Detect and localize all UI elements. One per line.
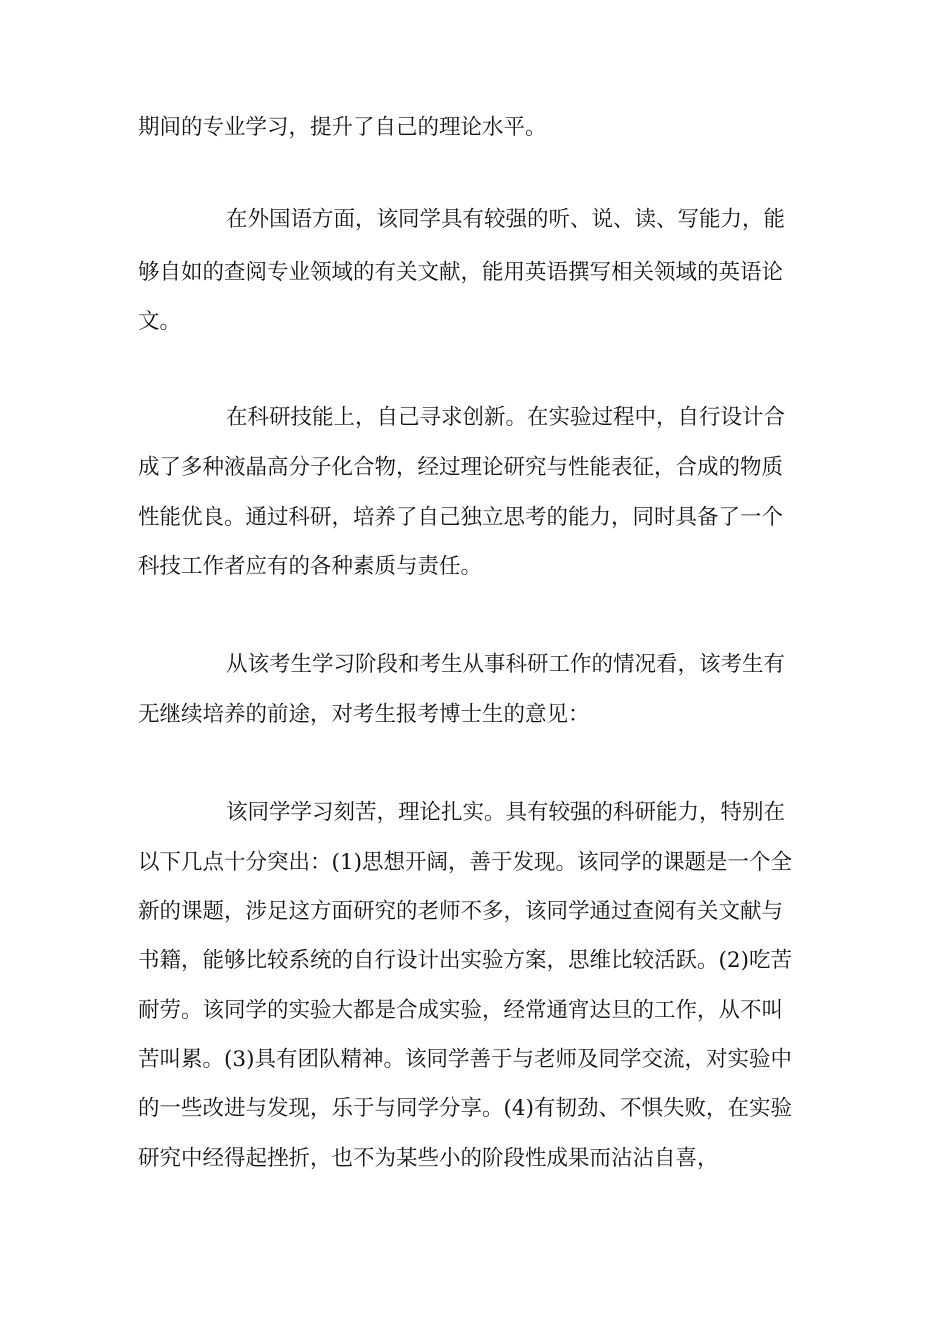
text-line: 成了多种液晶高分子化合物，经过理论研究与性能表征，合成的物质 xyxy=(138,455,784,480)
text-line: 够自如的查阅专业领域的有关文献，能用英语撰写相关领域的英语论 xyxy=(138,260,784,285)
paragraph-start-line: 该同学学习刻苦，理论扎实。具有较强的科研能力，特别在 xyxy=(226,800,786,825)
paragraph-start-line: 从该考生学习阶段和考生从事科研工作的情况看，该考生有 xyxy=(226,652,786,677)
paragraph-start-line: 在外国语方面，该同学具有较强的听、说、读、写能力，能 xyxy=(226,207,786,232)
text-line: 研究中经得起挫折，也不为某些小的阶段性成果而沾沾自喜， xyxy=(138,1146,719,1171)
text-line: 耐劳。该同学的实验大都是合成实验，经常通宵达旦的工作，从不叫 xyxy=(138,998,784,1023)
text-line: 书籍，能够比较系统的自行设计出实验方案，思维比较活跃。(2)吃苦 xyxy=(138,948,792,973)
text-line: 期间的专业学习，提升了自己的理论水平。 xyxy=(138,115,547,140)
text-line: 以下几点十分突出：(1)思想开阔，善于发现。该同学的课题是一个全 xyxy=(138,850,792,875)
text-line: 无继续培养的前途，对考生报考博士生的意见： xyxy=(138,702,590,727)
text-line: 新的课题，涉足这方面研究的老师不多，该同学通过查阅有关文献与 xyxy=(138,899,784,924)
text-line: 苦叫累。(3)具有团队精神。该同学善于与老师及同学交流，对实验中 xyxy=(138,1047,792,1072)
text-line: 科技工作者应有的各种素质与责任。 xyxy=(138,554,483,579)
paragraph-start-line: 在科研技能上，自己寻求创新。在实验过程中，自行设计合 xyxy=(226,405,786,430)
text-line: 的一些改进与发现，乐于与同学分享。(4)有韧劲、不惧失败，在实验 xyxy=(138,1096,792,1121)
text-line: 性能优良。通过科研，培养了自己独立思考的能力，同时具备了一个 xyxy=(138,505,784,530)
text-line: 文。 xyxy=(138,309,182,334)
